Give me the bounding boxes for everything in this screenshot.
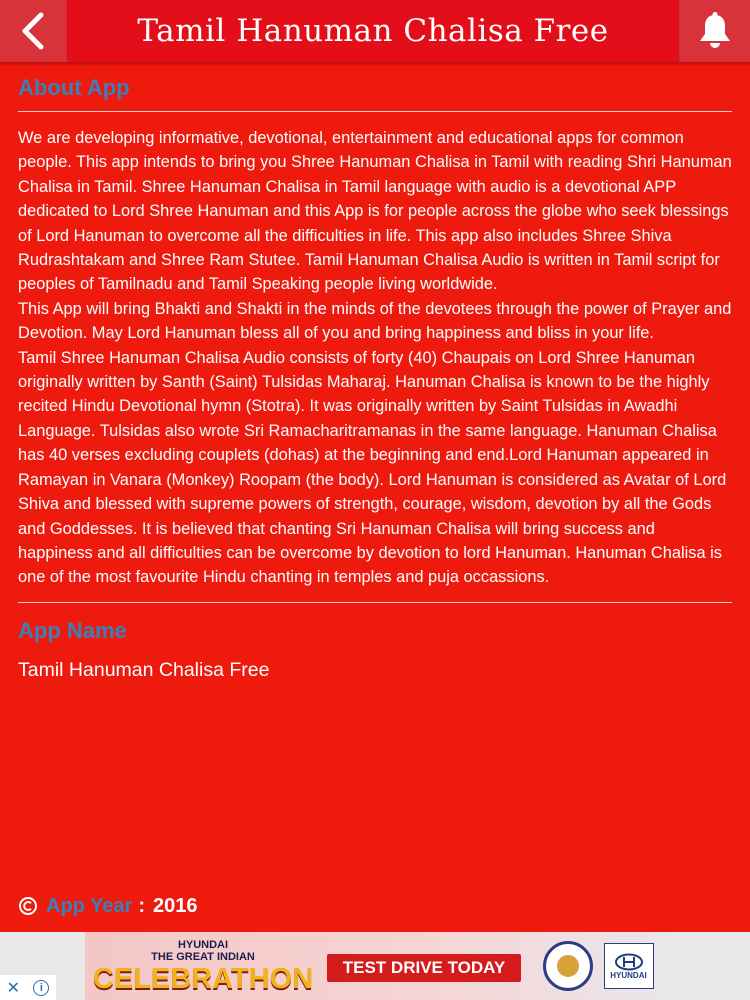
about-paragraph: Tamil Shree Hanuman Chalisa Audio consists of forty (40) Chaupais on Lord Shree Hanuman originally written by Santh (Saint) Tulsidas Maharaj. Hanuman Chalisa is known to be the highly recited Hindu Devotional hymn (Stotra). It was originally written by Saint Tulsidas in Awadhi Language. Tulsidas also wrote Sri Ramacharitramanas in the same language. Hanuman Chalisa has 40 verses excluding couplets (dohas) at the beginning and end.Lord Hanuman appeared in Ramayan in Vanara (Monkey) Roopam (the body). Lord Hanuman is considered as Avatar of Lord Shiva and blessed with supreme powers of strength, courage, wisdom, devotion by all the Gods and Goddesses. It is believed that chanting Sri Hanuman Chalisa will bring success and happiness and all difficulties can be overcome by devotion to lord Hanuman. Hanuman Chalisa is one of the most favourite Hindu chanting in temples and puja occassions.	[18, 348, 727, 587]
ad-banner[interactable]	[0, 932, 750, 1000]
ad-info-icon[interactable]: i	[33, 980, 49, 996]
about-content	[18, 66, 732, 683]
app-year-colon: :	[138, 894, 146, 917]
divider	[18, 602, 732, 603]
ad-subhead: THE GREAT INDIAN	[151, 951, 255, 963]
page-title: Tamil Hanuman Chalisa Free	[137, 13, 609, 49]
about-paragraph: This App will bring Bhakti and Shakti in the minds of the devotees through the power of Prayer and Devotion. May Lord Hanuman bless all of you and bring happiness and bliss in your life.	[18, 299, 732, 343]
app-name-value: Tamil Hanuman Chalisa Free	[18, 658, 270, 681]
app-year-row	[18, 892, 198, 920]
app-header	[0, 0, 750, 62]
chevron-left-icon	[19, 11, 47, 51]
about-paragraph: We are developing informative, devotional, entertainment and educational apps for common people. This app intends to bring you Shree Hanuman Chalisa in Tamil with reading Shri Hanuman Chalisa in Tamil. Shree Hanuman Chalisa in Tamil language with audio is a devotional APP dedicated to Lord Shree Hanuman and this App is for people across the globe who seek blessings of Lord Hanuman to overcome all the difficulties in life. This app also includes Shree Shiva Rudrashtakam and Shree Ram Stutee. Tamil Hanuman Chalisa Audio is written in Tamil script for peoples of Tamilnadu and Tamil Speaking people living worldwide.	[18, 129, 732, 294]
ad-close-icon[interactable]: ✕	[6, 979, 21, 997]
ad-seal-logo	[543, 941, 593, 991]
ad-oem-logo	[604, 943, 654, 989]
ad-logos	[537, 936, 659, 996]
notification-button[interactable]	[679, 0, 750, 62]
about-heading: About App	[18, 75, 130, 100]
ad-brand: HYUNDAI	[177, 939, 229, 951]
ad-headline: CELEBRATHON	[92, 963, 314, 995]
app-year-value: 2016	[153, 894, 198, 917]
ad-choices[interactable]	[0, 975, 56, 1000]
hyundai-logo-icon	[614, 953, 644, 971]
back-button[interactable]	[0, 0, 67, 62]
ad-headline-block	[92, 936, 314, 998]
ad-creative[interactable]	[85, 932, 665, 1000]
copyright-icon	[18, 896, 38, 916]
app-year-label: App Year	[46, 894, 133, 917]
ad-cta-button[interactable]: TEST DRIVE TODAY	[327, 954, 521, 982]
app-name-heading: App Name	[18, 617, 127, 643]
ad-oem-label: HYUNDAI	[610, 970, 647, 980]
divider	[18, 111, 732, 112]
ad-seal-emblem	[557, 955, 579, 977]
bell-icon	[695, 12, 735, 50]
